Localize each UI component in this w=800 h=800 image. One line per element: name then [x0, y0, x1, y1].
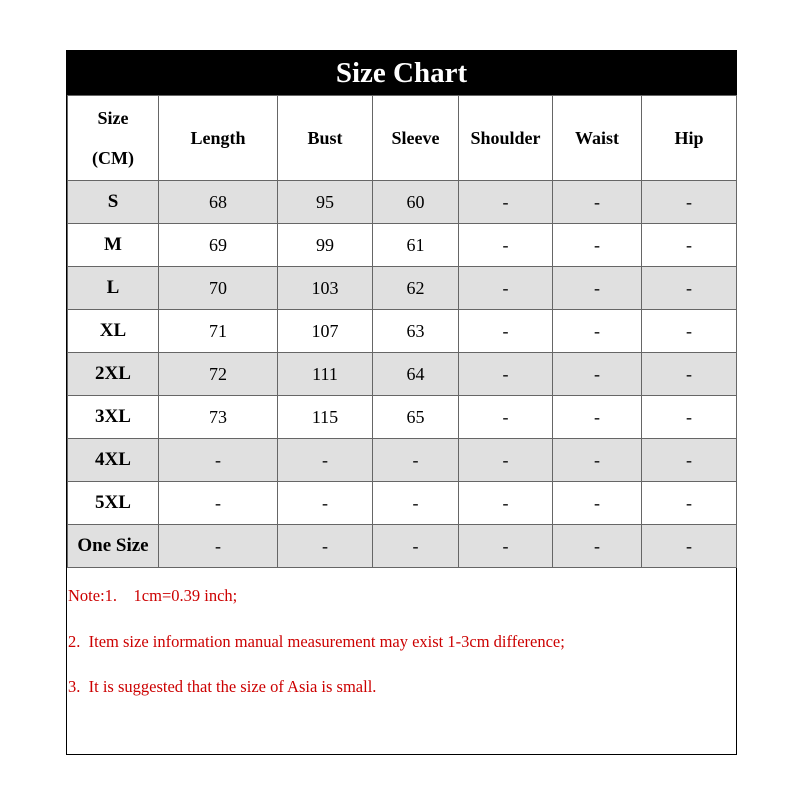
measurement-cell: - — [459, 482, 553, 525]
size-label-cell: S — [68, 181, 159, 224]
measurement-cell: - — [553, 224, 642, 267]
measurement-cell: - — [553, 396, 642, 439]
note-line-2: 2. Item size information manual measurement may exist 1-3cm difference; — [68, 632, 565, 651]
table-row — [68, 396, 737, 439]
measurement-cell: - — [459, 396, 553, 439]
measurement-cell: - — [459, 267, 553, 310]
measurement-cell: - — [459, 439, 553, 482]
measurement-cell: 99 — [278, 224, 373, 267]
size-label-cell: L — [68, 267, 159, 310]
measurement-cell: 72 — [159, 353, 278, 396]
column-header-sleeve: Sleeve — [373, 96, 459, 181]
measurement-cell: 68 — [159, 181, 278, 224]
measurement-cell: - — [642, 181, 737, 224]
measurement-cell: - — [459, 525, 553, 568]
table-row — [68, 482, 737, 525]
notes-section — [67, 570, 736, 754]
measurement-cell: 64 — [373, 353, 459, 396]
note-line-1: Note:1. 1cm=0.39 inch; — [68, 586, 238, 605]
measurement-cell: - — [642, 353, 737, 396]
size-column-header — [68, 96, 159, 181]
measurement-cell: - — [278, 482, 373, 525]
size-header-label: Size — [97, 108, 129, 128]
column-header-bust: Bust — [278, 96, 373, 181]
measurement-cell: - — [373, 525, 459, 568]
measurement-cell: - — [553, 267, 642, 310]
size-header-unit: (CM) — [92, 148, 134, 168]
note-line-3: 3. It is suggested that the size of Asia is small. — [68, 677, 377, 696]
measurement-cell: - — [642, 482, 737, 525]
measurement-cell: - — [278, 439, 373, 482]
column-header-waist: Waist — [553, 96, 642, 181]
measurement-cell: - — [459, 224, 553, 267]
measurement-cell: - — [553, 525, 642, 568]
size-label-cell: M — [68, 224, 159, 267]
size-label-cell: 3XL — [68, 396, 159, 439]
table-row — [68, 439, 737, 482]
size-label-cell: 4XL — [68, 439, 159, 482]
measurement-cell: - — [159, 525, 278, 568]
measurement-cell: - — [553, 181, 642, 224]
table-row — [68, 181, 737, 224]
measurement-cell: 62 — [373, 267, 459, 310]
measurement-cell: - — [553, 439, 642, 482]
measurement-cell: 115 — [278, 396, 373, 439]
measurement-cell: 111 — [278, 353, 373, 396]
measurement-cell: - — [278, 525, 373, 568]
size-label-cell: 5XL — [68, 482, 159, 525]
measurement-cell: - — [459, 181, 553, 224]
measurement-cell: 103 — [278, 267, 373, 310]
measurement-cell: 65 — [373, 396, 459, 439]
table-row — [68, 310, 737, 353]
measurement-cell: - — [553, 482, 642, 525]
size-label-cell: One Size — [68, 525, 159, 568]
measurement-cell: - — [159, 482, 278, 525]
measurement-cell: 70 — [159, 267, 278, 310]
measurement-cell: - — [373, 439, 459, 482]
measurement-cell: 95 — [278, 181, 373, 224]
size-label-cell: XL — [68, 310, 159, 353]
column-header-length: Length — [159, 96, 278, 181]
measurement-cell: 107 — [278, 310, 373, 353]
table-row — [68, 525, 737, 568]
measurement-cell: - — [642, 310, 737, 353]
measurement-cell: - — [642, 439, 737, 482]
measurement-cell: - — [553, 310, 642, 353]
measurement-cell: 73 — [159, 396, 278, 439]
table-row — [68, 224, 737, 267]
measurement-cell: - — [642, 396, 737, 439]
measurement-cell: 60 — [373, 181, 459, 224]
measurement-cell: - — [459, 310, 553, 353]
size-table — [67, 95, 737, 568]
measurement-cell: - — [642, 224, 737, 267]
table-row — [68, 267, 737, 310]
measurement-cell: - — [553, 353, 642, 396]
chart-title: Size Chart — [67, 51, 736, 95]
measurement-cell: - — [373, 482, 459, 525]
measurement-cell: 71 — [159, 310, 278, 353]
measurement-cell: - — [159, 439, 278, 482]
measurement-cell: - — [459, 353, 553, 396]
measurement-cell: 69 — [159, 224, 278, 267]
measurement-cell: - — [642, 267, 737, 310]
column-header-shoulder: Shoulder — [459, 96, 553, 181]
column-header-hip: Hip — [642, 96, 737, 181]
table-row — [68, 353, 737, 396]
size-label-cell: 2XL — [68, 353, 159, 396]
table-header-row — [68, 96, 737, 181]
measurement-cell: 63 — [373, 310, 459, 353]
measurement-cell: - — [642, 525, 737, 568]
measurement-cell: 61 — [373, 224, 459, 267]
